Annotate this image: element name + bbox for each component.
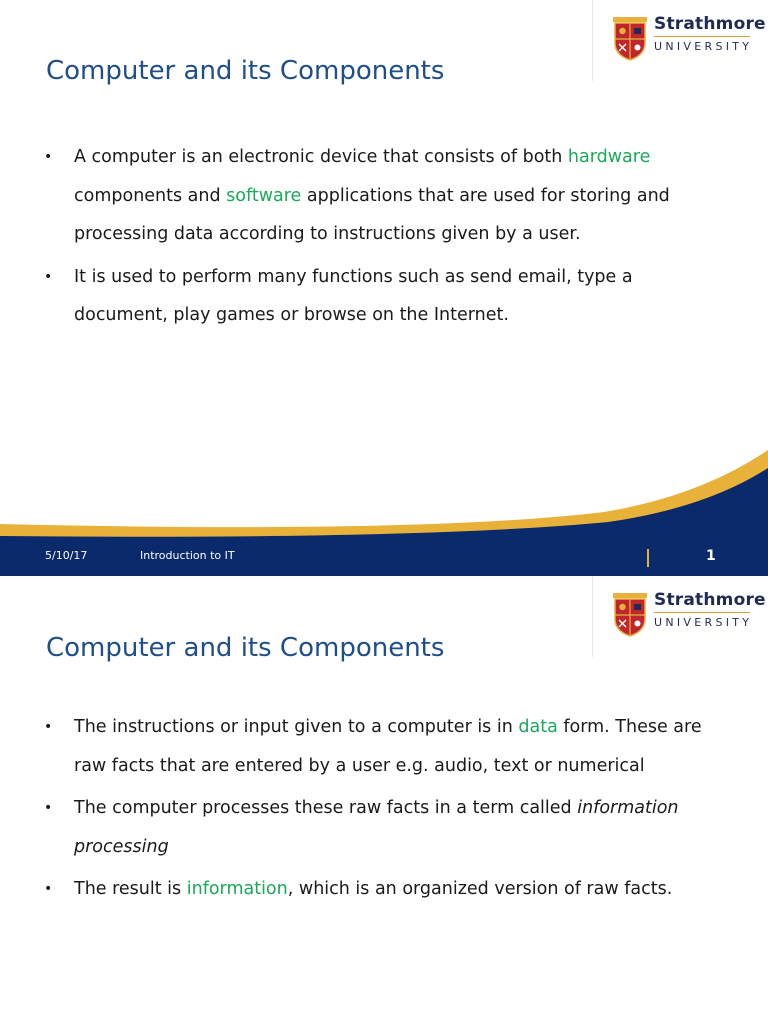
logo-wordmark: Strathmore [654, 590, 766, 610]
bullet-text: It is used to perform many functions such as send email, type a document, play games or browse on the Internet. [74, 266, 633, 325]
bullet-item [44, 789, 724, 866]
highlight-term: information [186, 879, 288, 899]
slide-title: Computer and its Components [46, 633, 445, 663]
slide-title: Computer and its Components [46, 56, 445, 86]
logo-subtitle: UNIVERSITY [654, 40, 753, 53]
logo-wordmark: Strathmore [654, 14, 766, 34]
bullet-text: The computer processes these raw facts in a term called [74, 798, 578, 818]
bullet-text: components and [74, 185, 227, 206]
logo-subtitle: UNIVERSITY [654, 616, 753, 629]
bullet-text: form. These are raw facts that are entered by a user e.g. audio, text or numerical [74, 717, 702, 776]
bullet-text: The result is [74, 879, 187, 899]
bullet-list [44, 708, 724, 913]
italic-term: information processing [74, 798, 679, 857]
page-number: 1 [706, 548, 716, 564]
logo-divider [654, 612, 750, 613]
bullet-text: applications that are used for storing and processing data according to instructions given by a user. [74, 185, 670, 244]
footer-swoosh [0, 450, 768, 576]
university-crest-icon [613, 593, 647, 637]
slide-2 [0, 576, 768, 1024]
footer-date: 5/10/17 [45, 549, 88, 562]
university-crest-icon [613, 17, 647, 61]
footer-course-title: Introduction to IT [140, 549, 235, 562]
university-logo [592, 576, 768, 657]
bullet-list [44, 138, 724, 339]
highlight-term: data [518, 717, 558, 737]
bullet-text: A computer is an electronic device that consists of both [74, 147, 568, 167]
university-logo [592, 0, 768, 81]
bullet-item [44, 870, 724, 909]
bullet-text: The instructions or input given to a computer is in [74, 717, 519, 737]
highlight-term: software [226, 185, 302, 206]
bullet-item [44, 708, 724, 785]
highlight-term: hardware [567, 147, 651, 167]
logo-divider [654, 36, 750, 37]
bullet-item [44, 138, 724, 254]
footer-separator [647, 549, 649, 567]
bullet-item [44, 258, 724, 335]
bullet-text: , which is an organized version of raw facts. [287, 879, 673, 899]
